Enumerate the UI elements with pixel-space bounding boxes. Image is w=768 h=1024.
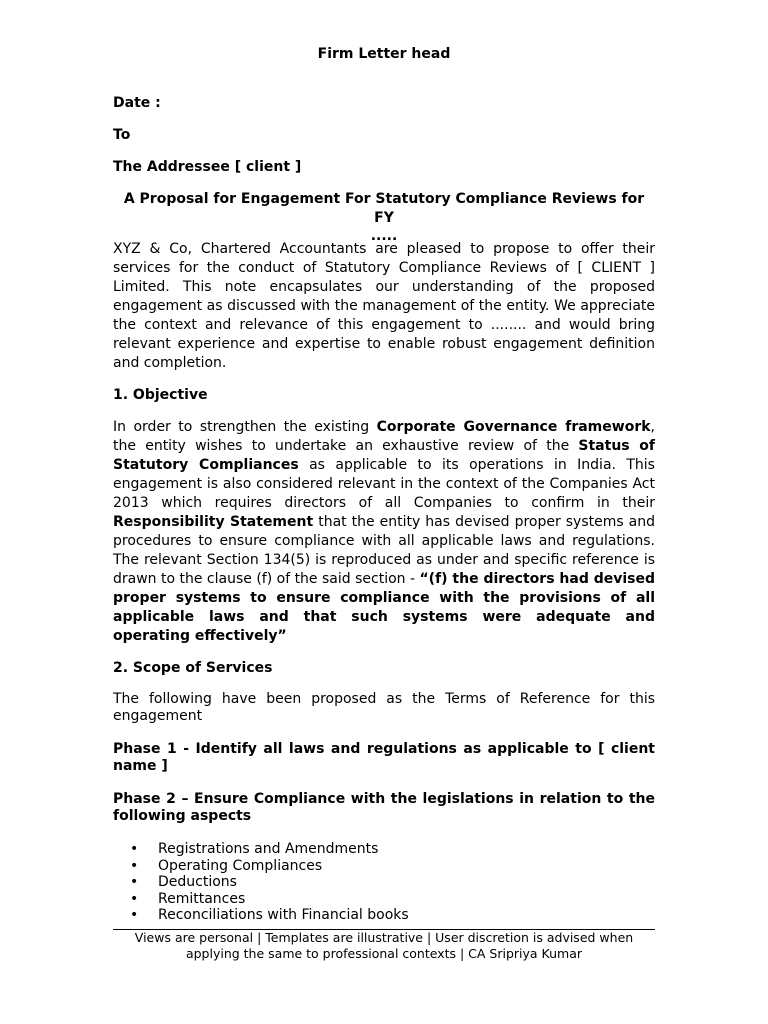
date-label: Date : xyxy=(113,95,161,111)
proposal-title-line1: A Proposal for Engagement For Statutory Compliance Reviews for FY xyxy=(123,191,645,226)
intro-line: services for the conduct of Statutory Compliance Reviews of [ CLIENT ] xyxy=(113,260,655,276)
objective-heading: 1. Objective xyxy=(113,387,208,403)
bullet-icon: • xyxy=(130,907,139,923)
objective-bold: Responsibility Statement xyxy=(113,514,314,530)
objective-text: In order to strengthen the existing xyxy=(113,419,377,435)
bullet-icon: • xyxy=(130,857,139,874)
objective-bold: Corporate Governance framework xyxy=(376,419,651,435)
objective-text: that the entity has devised proper systems and procedures to ensure compliance with all applicable laws and regulations. The relevant Section 134(5) is reproduced as under and specific reference is drawn to the clause (f) of the said section - xyxy=(113,514,656,587)
list-item-label: Deductions xyxy=(158,874,237,890)
objective-text: as applicable to its operations in India. This engagement is also considered relevant in the context of the Companies Act 2013 which requires directors of all Companies to confirm in their xyxy=(113,457,655,511)
objective-quote: “(f) the directors had devised proper systems to ensure compliance with the provisions of all applicable laws and that such systems were adequate and operating effectively” xyxy=(113,571,656,644)
intro-line: engagement as discussed with the management of the entity. We appreciate xyxy=(113,298,655,314)
scope-intro: The following have been proposed as the Terms of Reference for this engagement xyxy=(113,691,655,724)
objective-bold: Status of Statutory Compliances xyxy=(113,438,655,473)
intro-line: XYZ & Co, Chartered Accountants are pleased to propose to offer their xyxy=(113,241,655,257)
intro-line: relevant experience and expertise to enable robust engagement definition xyxy=(113,336,655,352)
phase2-heading: Phase 2 – Ensure Compliance with the legislations in relation to the following aspects xyxy=(113,791,655,824)
intro-line: and completion. xyxy=(113,355,227,371)
phase1-heading: Phase 1 - Identify all laws and regulations as applicable to [ client name ] xyxy=(113,741,655,774)
bullet-icon: • xyxy=(130,874,139,890)
list-item xyxy=(113,874,655,891)
list-item xyxy=(113,891,655,908)
objective-text: , the entity wishes to undertake an exhaustive review of the xyxy=(113,419,655,454)
proposal-title xyxy=(113,190,655,244)
list-item xyxy=(113,858,655,875)
list-item xyxy=(113,907,655,924)
scope-heading: 2. Scope of Services xyxy=(113,660,273,676)
bullet-icon: • xyxy=(130,890,139,907)
list-item-label: Registrations and Amendments xyxy=(158,841,379,857)
footer-disclaimer xyxy=(113,930,655,962)
intro-line: the context and relevance of this engagement to ........ and would bring xyxy=(113,317,655,333)
to-label: To xyxy=(113,127,131,143)
footer-line: Views are personal | Templates are illustrative | User discretion is advised when xyxy=(134,930,634,945)
proposal-title-line2: ..... xyxy=(370,228,398,244)
aspects-list xyxy=(113,841,655,924)
footer-line: applying the same to professional contexts | CA Sripriya Kumar xyxy=(185,946,583,961)
letterhead: Firm Letter head xyxy=(317,46,451,62)
intro-paragraph xyxy=(113,240,655,373)
list-item-label: Remittances xyxy=(158,890,246,907)
intro-line: Limited. This note encapsulates our understanding of the proposed xyxy=(113,279,655,295)
bullet-icon: • xyxy=(130,841,139,857)
objective-paragraph xyxy=(113,418,655,646)
addressee: The Addressee [ client ] xyxy=(113,159,302,175)
list-item-label: Reconciliations with Financial books xyxy=(158,907,409,923)
list-item-label: Operating Compliances xyxy=(158,857,323,874)
list-item xyxy=(113,841,655,858)
